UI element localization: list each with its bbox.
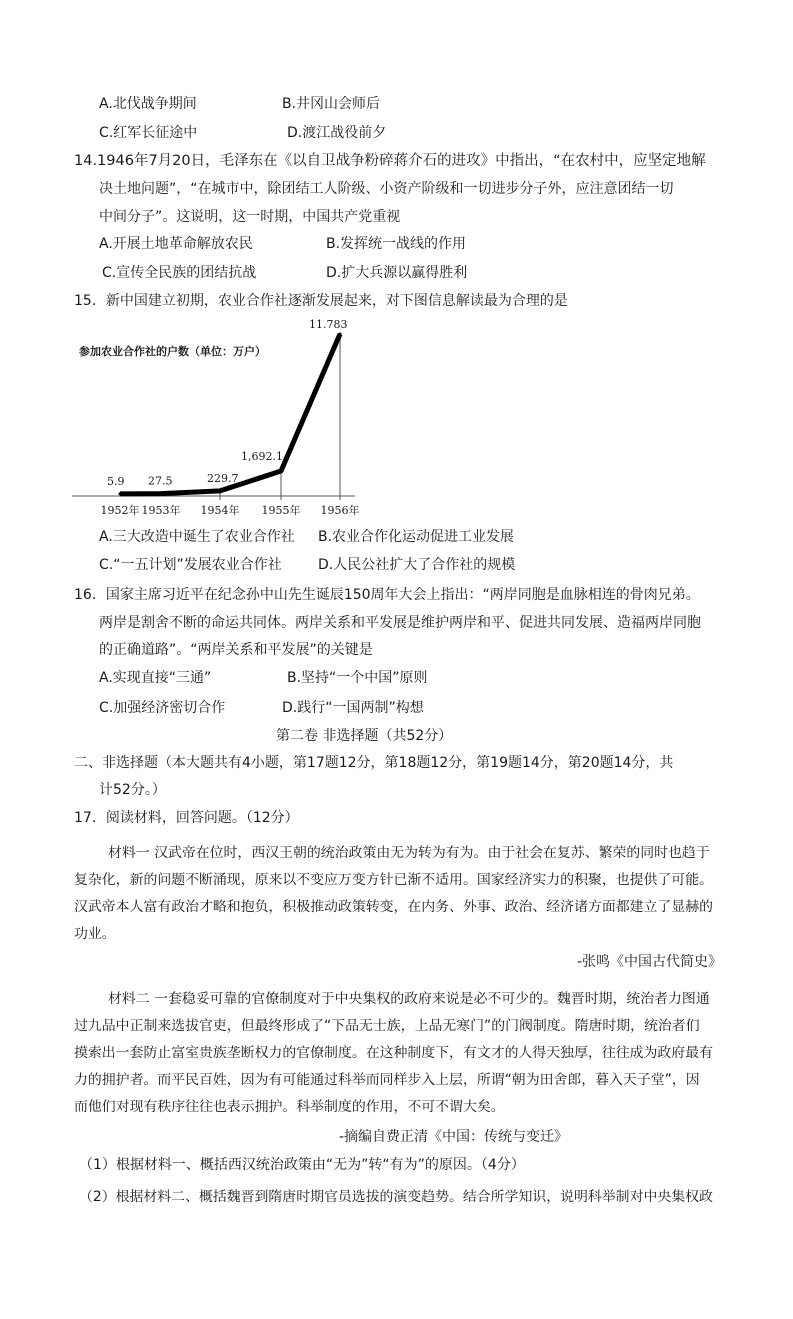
data-label-1956年: 11.783 (309, 318, 348, 331)
material2-source: -摘编自费正清《中国：传统与变迁》 (339, 1129, 569, 1145)
q13-option-c: C.红军长征途中 (99, 125, 198, 141)
q16-stem-line2: 两岸是割舍不断的命运共同体。两岸关系和平发展是维护两岸和平、促进共同发展、造福两岸同胞 (99, 615, 701, 631)
households-line-chart (60, 318, 360, 523)
data-label-1952年: 5.9 (107, 474, 125, 488)
material2-line1: 材料二 一套稳妥可靠的官僚制度对于中央集权的政府来说是必不可少的。魏晋时期，统治者力图通 (108, 991, 710, 1007)
material1-line1: 材料一 汉武帝在位时，西汉王朝的统治政策由无为转为有为。由于社会在复苏、繁荣的同时也趋于 (108, 845, 710, 861)
data-label-1954年: 229.7 (207, 471, 239, 485)
x-tick-label-1954年: 1954年 (200, 504, 240, 517)
q13-option-d: D.渡江战役前夕 (287, 125, 387, 141)
q17-subquestion-1: （1）根据材料一、概括西汉统治政策由“无为”转“有为”的原因。（4分） (79, 1157, 525, 1173)
x-tick-label-1953年: 1953年 (141, 504, 181, 517)
material1-source: -张鸣《中国古代简史》 (577, 954, 723, 970)
q13-option-a: A.北伐战争期间 (99, 96, 197, 112)
q15-option-d: D.人民公社扩大了合作社的规模 (318, 557, 516, 573)
q14-option-c: C.宣传全民族的团结抗战 (102, 265, 257, 281)
part2-intro-line1: 二、非选择题（本大题共有4小题，第17题12分，第18题12分，第19题14分，第20题14分，共 (74, 755, 674, 771)
q14-stem-line2: 决土地问题”，“在城市中，除团结工人阶级、小资产阶级和一切进步分子外，应注意团结一切 (99, 181, 674, 197)
q17-stem: 17．阅读材料，回答问题。（12分） (74, 810, 299, 826)
data-point-1952年 (119, 492, 122, 495)
data-point-1954年 (219, 489, 222, 492)
q15-option-c: C.“一五计划”发展农业合作社 (99, 557, 282, 573)
material1-line2: 复杂化，新的问题不断涌现，原来以不变应万变方针已渐不适用。国家经济实力的积聚，也提供了可能。 (74, 872, 713, 888)
data-point-1956年 (339, 333, 342, 336)
material1-line3: 汉武帝本人富有政治才略和抱负，积极推动政策转变，在内务、外事、政治、经济诸方面都建立了显赫的 (74, 899, 713, 915)
q16-option-d: D.践行“一国两制”构想 (282, 700, 424, 716)
q16-stem-line1: 16．国家主席习近平在纪念孙中山先生诞辰150周年大会上指出：“两岸同胞是血脉相连的骨肉兄弟。 (74, 587, 700, 603)
q15-option-b: B.农业合作化运动促进工业发展 (318, 529, 515, 545)
q15-stem: 15．新中国建立初期，农业合作社逐渐发展起来，对下图信息解读最为合理的是 (74, 293, 568, 309)
q17-subquestion-2: （2）根据材料二、概括魏晋到隋唐时期官员选拔的演变趋势。结合所学知识，说明科举制对中央集权政 (79, 1189, 713, 1205)
material2-line4: 力的拥护者。而平民百姓，因为有可能通过科举而同样步入上层，所谓“朝为田舍郎，暮入天子堂”，因 (74, 1072, 700, 1088)
x-tick-label-1952年: 1952年 (100, 504, 140, 517)
material1-line4: 功业。 (74, 926, 116, 942)
q14-option-d: D.扩大兵源以赢得胜利 (326, 265, 468, 281)
q16-stem-line3: 的正确道路”。“两岸关系和平发展”的关键是 (99, 642, 373, 658)
q14-option-b: B.发挥统一战线的作用 (326, 236, 467, 252)
x-tick-label-1956年: 1956年 (320, 504, 360, 517)
material2-line3: 摸索出一套防止富室贵族垄断权力的官僚制度。在这种制度下，有文才的人得天独厚，往往成为政府最有 (74, 1045, 713, 1061)
q16-option-a: A.实现直接“三通” (99, 670, 212, 686)
q16-option-c: C.加强经济密切合作 (99, 700, 226, 716)
part2-title: 第二卷 非选择题（共52分） (276, 728, 453, 744)
q13-option-b: B.井冈山会师后 (282, 96, 381, 112)
q15-option-a: A.三大改造中诞生了农业合作社 (99, 529, 295, 545)
data-label-1955年: 1,692.1 (241, 450, 283, 464)
part2-intro-line2: 计52分。） (99, 782, 166, 798)
q14-stem-line1: 14.1946年7月20日，毛泽东在《以自卫战争粉碎蒋介石的进攻》中指出，“在农村中，应坚定地解 (74, 153, 706, 169)
data-label-1953年: 27.5 (148, 474, 173, 488)
x-tick-label-1955年: 1955年 (261, 504, 301, 517)
data-point-1953年 (160, 492, 163, 495)
data-point-1955年 (280, 470, 283, 473)
q14-option-a: A.开展土地革命解放农民 (99, 236, 253, 252)
material2-line2: 过九品中正制来选拔官吏，但最终形成了“下品无士族，上品无寒门”的门阀制度。隋唐时期，统治者们 (74, 1018, 700, 1034)
chart-title: 参加农业合作社的户数（单位：万户） (79, 345, 266, 358)
material2-line5: 而他们对现有秩序往往也表示拥护。科举制度的作用，不可不谓大矣。 (74, 1099, 505, 1115)
q16-option-b: B.坚持“一个中国”原则 (287, 670, 428, 686)
q14-stem-line3: 中间分子”。这说明，这一时期，中国共产党重视 (99, 209, 401, 225)
